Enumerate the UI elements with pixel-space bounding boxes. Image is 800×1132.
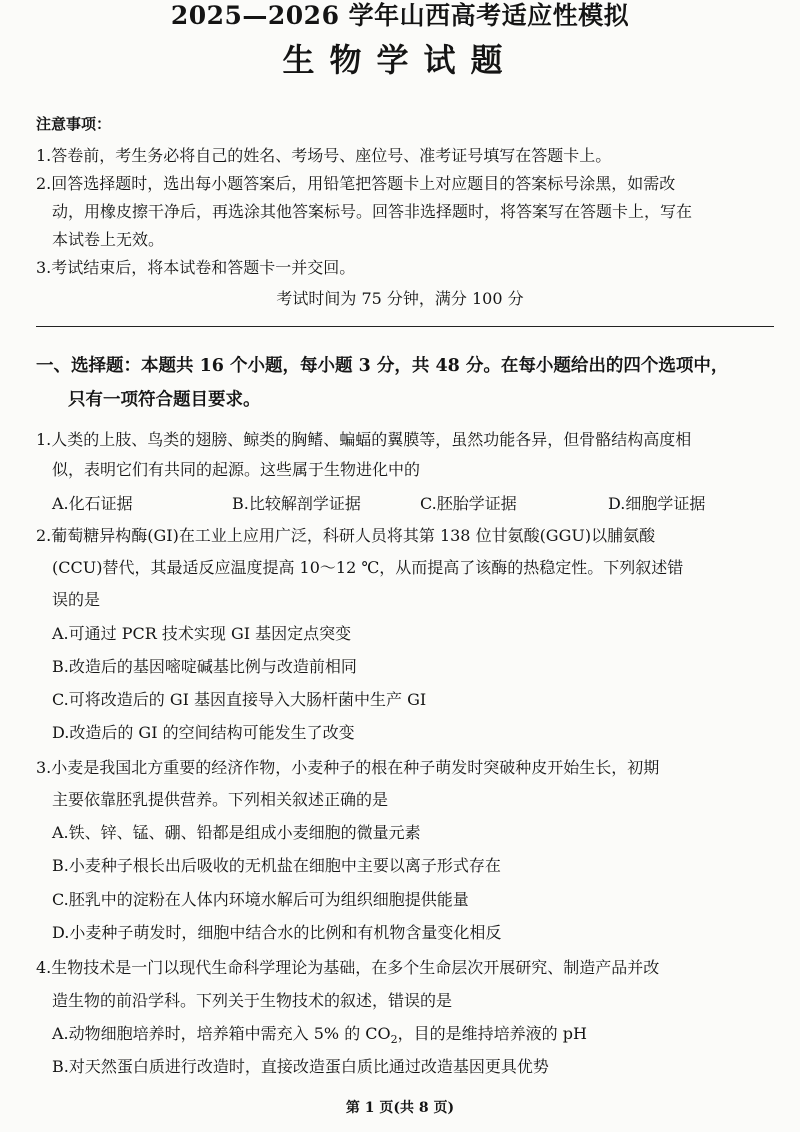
notice-item-2-line-1: 2.回答选择题时，选出每小题答案后，用铅笔把答题卡上对应题目的答案标号涂黑，如需改 xyxy=(36,174,676,193)
q1-option-a: A.化石证据 xyxy=(52,494,133,513)
exam-time-score: 考试时间为 75 分钟，满分 100 分 xyxy=(276,289,524,308)
q4-option-a-tail: ，目的是维持培养液的 pH xyxy=(397,1024,587,1043)
q2-stem-line-1: 2.葡萄糖异构酶(GI)在工业上应用广泛，科研人员将其第 138 位甘氨酸(GGU)以脯氨酸 xyxy=(36,526,656,545)
q1-stem-line-2: 似，表明它们有共同的起源。这些属于生物进化中的 xyxy=(52,460,421,479)
section-heading-line-2: 只有一项符合题目要求。 xyxy=(68,390,261,410)
notice-heading: 注意事项： xyxy=(36,115,112,133)
divider-line xyxy=(36,326,774,327)
q4-option-a xyxy=(36,1020,792,1053)
q2-option-c: C.可将改造后的 GI 基因直接导入大肠杆菌中生产 GI xyxy=(52,690,427,709)
notice-item-3: 3.考试结束后，将本试卷和答题卡一并交回。 xyxy=(36,258,356,277)
notice-item-1: 1.答卷前，考生务必将自己的姓名、考场号、座位号、准考证号填写在答题卡上。 xyxy=(36,146,612,165)
q2-stem-line-2: (CCU)替代，其最适反应温度提高 10～12 ℃，从而提高了该酶的热稳定性。下列叙述错 xyxy=(52,558,684,577)
section-heading-line-1: 一、选择题：本题共 16 个小题，每小题 3 分，共 48 分。在每小题给出的四个选项中， xyxy=(36,356,729,376)
q4-stem-line-1: 4.生物技术是一门以现代生命科学理论为基础，在多个生命层次开展研究、制造产品并改 xyxy=(36,958,660,977)
notice-item-2-line-3: 本试卷上无效。 xyxy=(52,230,165,249)
page-number: 第 1 页(共 8 页) xyxy=(345,1100,455,1116)
q2-option-b: B.改造后的基因嘧啶碱基比例与改造前相同 xyxy=(52,657,357,676)
q3-option-d: D.小麦种子萌发时，细胞中结合水的比例和有机物含量变化相反 xyxy=(52,923,502,942)
q3-option-b: B.小麦种子根长出后吸收的无机盐在细胞中主要以离子形式存在 xyxy=(52,856,501,875)
q1-option-d: D.细胞学证据 xyxy=(608,494,706,513)
co2-subscript: 2 xyxy=(390,1033,398,1047)
q3-option-c: C.胚乳中的淀粉在人体内环境水解后可为组织细胞提供能量 xyxy=(52,890,469,909)
q2-stem-line-3: 误的是 xyxy=(52,590,101,609)
q3-stem-line-2: 主要依靠胚乳提供营养。下列相关叙述正确的是 xyxy=(52,790,389,809)
q3-stem-line-1: 3.小麦是我国北方重要的经济作物，小麦种子的根在种子萌发时突破种皮开始生长，初期 xyxy=(36,758,660,777)
q4-option-a-text: A.动物细胞培养时，培养箱中需充入 5% 的 CO xyxy=(52,1024,391,1043)
subject-title: 生物学试题 xyxy=(282,41,518,79)
q4-stem-line-2: 造生物的前沿学科。下列关于生物技术的叙述，错误的是 xyxy=(52,991,453,1010)
q1-option-c: C.胚胎学证据 xyxy=(420,494,517,513)
q1-options xyxy=(52,490,772,517)
q4-option-b: B.对天然蛋白质进行改造时，直接改造蛋白质比通过改造基因更具优势 xyxy=(52,1057,549,1076)
q1-stem-line-1: 1.人类的上肢、鸟类的翅膀、鲸类的胸鳍、蝙蝠的翼膜等，虽然功能各异，但骨骼结构高度相 xyxy=(36,430,692,449)
exam-title: 2025—2026 学年山西高考适应性模拟 xyxy=(170,1,630,30)
notice-item-2-line-2: 动，用橡皮擦干净后，再选涂其他答案标号。回答非选择题时，将答案写在答题卡上，写在 xyxy=(52,202,693,221)
q1-option-b: B.比较解剖学证据 xyxy=(232,494,361,513)
q3-option-a: A.铁、锌、锰、硼、铅都是组成小麦细胞的微量元素 xyxy=(52,823,421,842)
q2-option-d: D.改造后的 GI 的空间结构可能发生了改变 xyxy=(52,723,355,742)
q2-option-a: A.可通过 PCR 技术实现 GI 基因定点突变 xyxy=(52,624,352,643)
